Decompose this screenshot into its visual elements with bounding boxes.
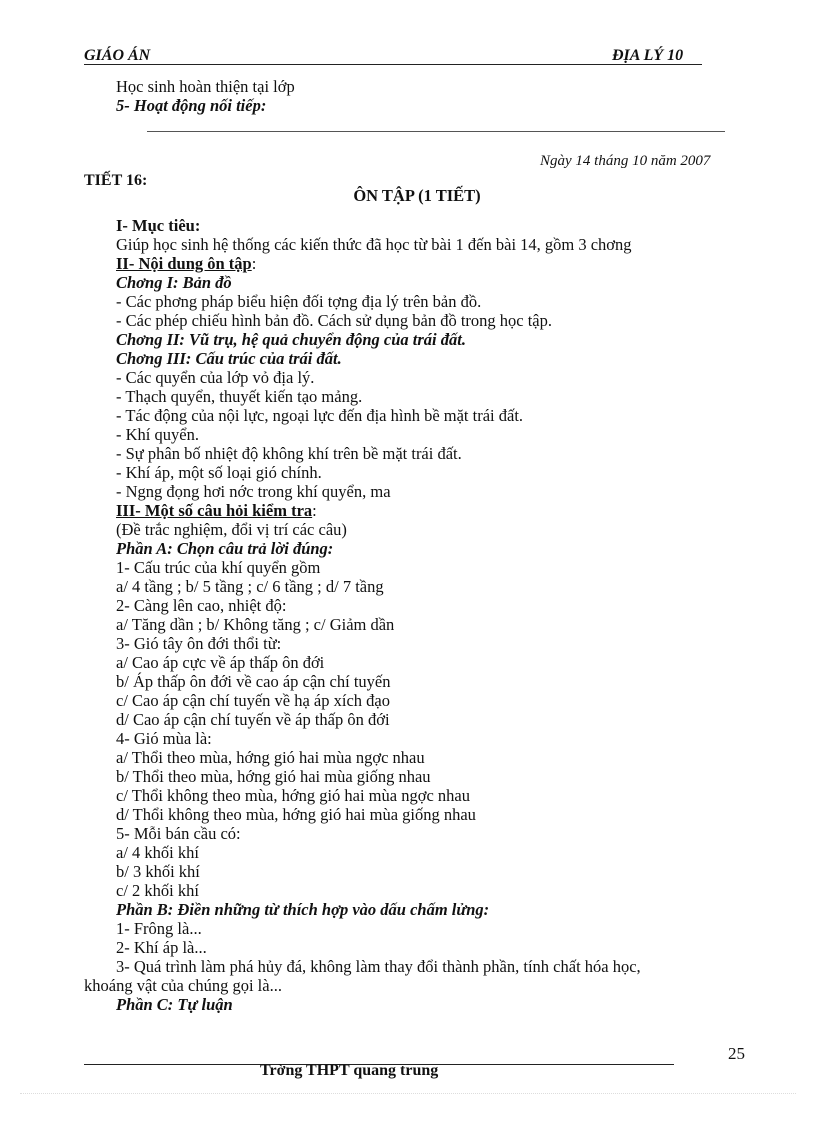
header-right: ĐỊA LÝ 10 [612, 47, 684, 64]
list-item: - Các phép chiếu hình bản đồ. Cách sử dụng bản đồ trong học tập. [116, 311, 553, 330]
question-option: c/ Thổi không theo mùa, hớng gió hai mùa ngợc nhau [116, 786, 470, 805]
chapter-1-heading: Chơng I: Bản đồ [116, 273, 232, 292]
lesson-number: TIẾT 16: [84, 172, 148, 189]
part-c-heading: Phần C: Tự luận [116, 995, 233, 1014]
list-item: - Tác động của nội lực, ngoại lực đến địa hình bề mặt trái đất. [116, 406, 524, 425]
page-number: 25 [728, 1044, 745, 1063]
list-item: - Ngng đọng hơi nớc trong khí quyển, ma [116, 482, 391, 501]
question-option: d/ Thổi không theo mùa, hớng gió hai mùa giống nhau [116, 805, 476, 824]
list-item: - Thạch quyển, thuyết kiến tạo mảng. [116, 387, 363, 406]
section-questions-heading-colon: : [312, 501, 317, 520]
questions-note: (Đề trắc nghiệm, đổi vị trí các câu) [116, 520, 347, 539]
question-2-options: a/ Tăng dần ; b/ Không tăng ; c/ Giảm dần [116, 615, 395, 634]
section-objectives-heading: I- Mục tiêu: [116, 216, 201, 235]
question-option: b/ Áp thấp ôn đới về cao áp cận chí tuyến [116, 672, 391, 691]
list-item: - Các phơng pháp biểu hiện đối tợng địa lý trên bản đồ. [116, 292, 482, 311]
question-4: 4- Gió mùa là: [116, 729, 212, 748]
section-content-heading-text: II- Nội dung ôn tập [116, 254, 252, 273]
question-2: 2- Càng lên cao, nhiệt độ: [116, 596, 287, 615]
intro-line: Học sinh hoàn thiện tại lớp [116, 77, 295, 96]
question-option: c/ Cao áp cận chí tuyến về hạ áp xích đạo [116, 691, 390, 710]
part-b-heading: Phần B: Điền những từ thích hợp vào dấu chấm lửng: [116, 900, 490, 919]
footer-school: Trờng THPT quang trung [260, 1062, 439, 1079]
chapter-3-heading: Chơng III: Cấu trúc của trái đất. [116, 349, 342, 368]
header-rule [84, 64, 702, 65]
list-item: - Các quyển của lớp vỏ địa lý. [116, 368, 315, 387]
question-option: d/ Cao áp cận chí tuyến về áp thấp ôn đới [116, 710, 390, 729]
question-option: b/ 3 khối khí [116, 862, 200, 881]
question-option: a/ Cao áp cực về áp thấp ôn đới [116, 653, 325, 672]
question-5: 5- Mỗi bán cầu có: [116, 824, 241, 843]
section-content-heading [116, 254, 256, 273]
fill-item-1: 1- Frông là... [116, 919, 202, 938]
page-edge-dots [20, 1093, 796, 1094]
question-option: b/ Thổi theo mùa, hớng gió hai mùa giống nhau [116, 767, 431, 786]
chapter-2-heading: Chơng II: Vũ trụ, hệ quả chuyển động của trái đất. [116, 330, 466, 349]
question-1: 1- Cấu trúc của khí quyển gồm [116, 558, 321, 577]
question-option: a/ 4 khối khí [116, 843, 199, 862]
question-option: c/ 2 khối khí [116, 881, 199, 900]
fill-item-3-continued: khoáng vật của chúng gọi là... [84, 976, 282, 995]
part-a-heading: Phần A: Chọn câu trả lời đúng: [116, 539, 334, 558]
section-content-heading-colon: : [251, 254, 257, 273]
header-left: GIÁO ÁN [84, 47, 151, 64]
question-3: 3- Gió tây ôn đới thổi từ: [116, 634, 282, 653]
objectives-text: Giúp học sinh hệ thống các kiến thức đã học từ bài 1 đến bài 14, gồm 3 chơng [116, 235, 632, 254]
lesson-title: ÔN TẬP (1 TIẾT) [353, 186, 481, 205]
question-option: a/ Thổi theo mùa, hớng gió hai mùa ngợc nhau [116, 748, 425, 767]
section-questions-heading-text: III- Một số câu hỏi kiểm tra [116, 501, 313, 520]
section-questions-heading [116, 501, 317, 520]
fill-item-2: 2- Khí áp là... [116, 938, 207, 957]
intro-heading: 5- Hoạt động nối tiếp: [116, 96, 267, 115]
separator-line [147, 131, 725, 132]
lesson-date: Ngày 14 tháng 10 năm 2007 [540, 153, 711, 169]
list-item: - Khí quyển. [116, 425, 199, 444]
question-1-options: a/ 4 tầng ; b/ 5 tầng ; c/ 6 tầng ; d/ 7 tầng [116, 577, 384, 596]
list-item: - Khí áp, một số loại gió chính. [116, 463, 322, 482]
list-item: - Sự phân bố nhiệt độ không khí trên bề mặt trái đất. [116, 444, 462, 463]
fill-item-3: 3- Quá trình làm phá hủy đá, không làm thay đổi thành phần, tính chất hóa học, [116, 957, 641, 976]
